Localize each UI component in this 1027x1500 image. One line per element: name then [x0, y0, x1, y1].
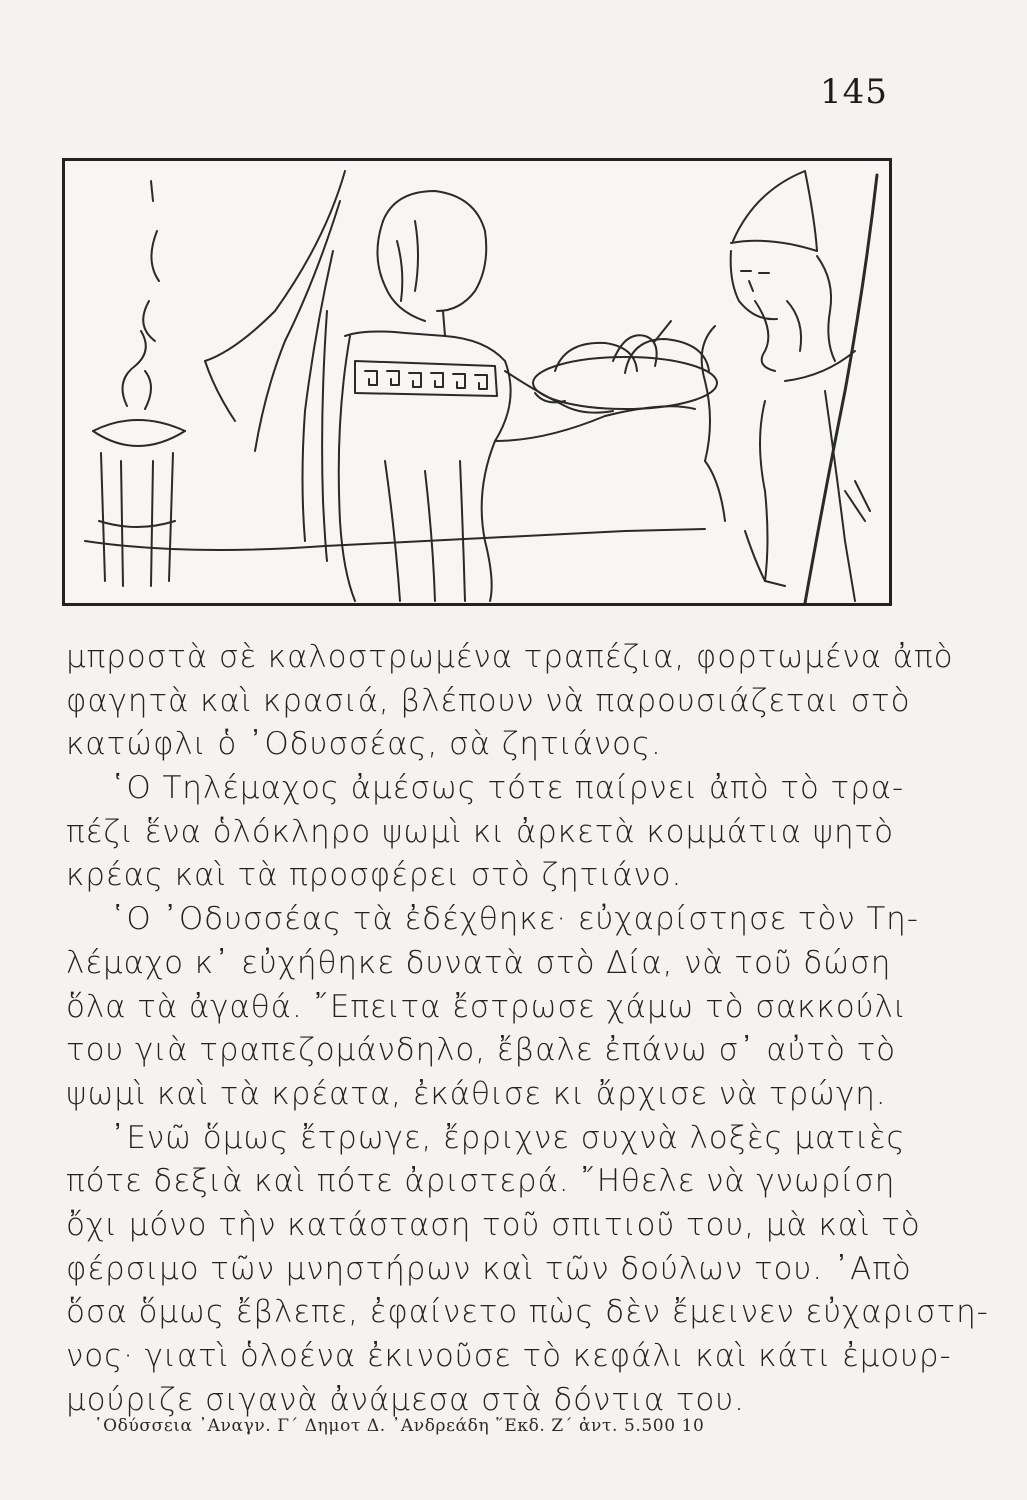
illustration-frame [62, 158, 892, 606]
body-line-5: πέζι ἕνα ὁλόκληρο ψωμὶ κι ἀρκετὰ κομμάτια ψητὸ [66, 813, 894, 850]
body-line-7: ῾Ο ᾿Οδυσσέας τὰ ἐδέχθηκε· εὐχαρίστησε τὸν Τη- [110, 901, 919, 938]
body-line-8: λέμαχο κ᾿ εὐχήθηκε δυνατὰ στὸ Δία, νὰ τοῦ δώση [66, 944, 892, 981]
body-line-1: μπροστὰ σὲ καλοστρωμένα τραπέζια, φορτωμένα ἀπὸ [66, 639, 954, 675]
body-line-3: κατώφλι ὁ ᾿Οδυσσέας, σὰ ζητιάνος. [66, 726, 662, 763]
body-line-16: ὅσα ὅμως ἔβλεπε, ἐφαίνετο πὼς δὲν ἔμεινεν εὐχαριστη- [66, 1294, 989, 1331]
footer-imprint: ῾Οδύσσεια ᾿Αναγν. Γ΄ Δημοτ Δ. ᾿Ανδρεάδη ῞Εκδ. Ζ΄ ἀντ. 5.500 10 [94, 1416, 705, 1436]
brazier-icon [93, 181, 185, 586]
body-text [66, 636, 989, 1422]
body-line-18: μούριζε σιγανὰ ἀνάμεσα στὰ δόντια του. [66, 1381, 745, 1418]
body-line-14: ὄχι μόνο τὴν κατάσταση τοῦ σπιτιοῦ του, μὰ καὶ τὸ [66, 1206, 921, 1243]
platter-icon [533, 321, 717, 409]
body-line-10: του γιὰ τραπεζομάνδηλο, ἔβαλε ἐπάνω σ᾿ αὐτὸ τὸ [66, 1032, 896, 1069]
body-line-15: φέρσιμο τῶν μνηστήρων καὶ τῶν δούλων του. ᾿Απὸ [66, 1250, 912, 1287]
body-line-13: πότε δεξιὰ καὶ πότε ἀριστερά. ῎Ηθελε νὰ γνωρίση [66, 1163, 896, 1200]
body-line-12: ᾿Ενῶ ὅμως ἔτρωγε, ἔρριχνε συχνὰ λοξὲς ματιὲς [110, 1119, 906, 1156]
body-line-2: φαγητὰ καὶ κρασιά, βλέπουν νὰ παρουσιάζεται στὸ [66, 682, 911, 719]
body-line-11: ψωμὶ καὶ τὰ κρέατα, ἐκάθισε κι ἄρχισε νὰ τρώγη. [66, 1075, 887, 1112]
body-line-17: νος· γιατὶ ὁλοένα ἐκινοῦσε τὸ κεφάλι καὶ κάτι ἐμουρ- [66, 1338, 952, 1374]
page-number: 145 [820, 72, 888, 112]
body-line-4: ῾Ο Τηλέμαχος ἀμέσως τότε παίρνει ἀπὸ τὸ τρα- [110, 770, 905, 807]
body-line-9: ὅλα τὰ ἀγαθά. ῎Επειτα ἔστρωσε χάμω τὸ σακκούλι [66, 988, 907, 1025]
youth-figure [339, 191, 695, 601]
illustration-drawing [65, 161, 889, 603]
curtain-icon [205, 171, 345, 561]
body-line-6: κρέας καὶ τὰ προσφέρει στὸ ζητιάνο. [66, 857, 683, 894]
